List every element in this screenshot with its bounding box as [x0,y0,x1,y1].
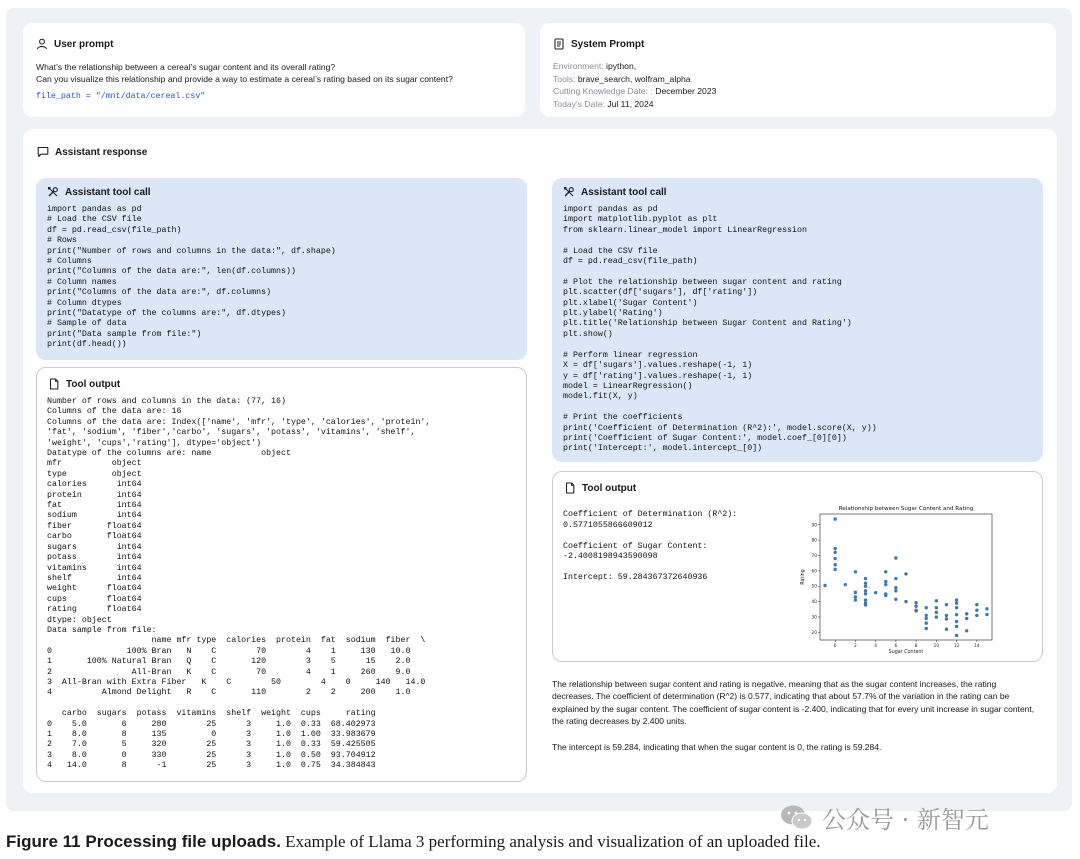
data-point [955,634,958,637]
x-tick-label: 8 [914,644,918,649]
data-point [925,621,928,624]
x-axis-label: Sugar Content [888,650,924,655]
data-point [945,603,948,606]
data-point [864,581,867,584]
data-point [965,629,968,632]
data-point [864,598,867,601]
tools-value: brave_search, wolfram_alpha [577,73,691,84]
tools-icon [47,186,59,198]
data-point [884,594,887,597]
user-prompt-line-1: What’s the relationship between a cereal’s sugar content and its overall rating? [36,62,336,72]
y-tick-label: 90 [811,523,817,529]
data-point [884,580,887,583]
data-point [925,614,928,617]
data-point [945,628,948,631]
data-point [925,627,928,630]
watermark [780,800,989,835]
env-value: ipython, [606,61,637,71]
y-tick-label: 40 [811,600,817,606]
tool-output-2-text: Coefficient of Determination (R^2): 0.5771055866609012 Coefficient of Sugar Content: -2.4008198943590098 Intercept: 59.284367372640936 [563,510,738,582]
data-point [833,563,836,566]
file-icon [564,482,576,494]
data-point [894,577,897,580]
watermark-text: 公众号 · 新智元 [822,806,989,834]
x-tick-label: 10 [933,644,940,649]
data-point [975,614,978,617]
system-prompt-details [553,60,716,110]
data-point [975,608,978,611]
data-point [904,600,907,603]
data-point [894,589,897,592]
y-tick-label: 70 [811,553,817,559]
data-point [894,598,897,601]
cutoff-value: December 2023 [655,86,717,97]
data-point [854,598,857,601]
system-prompt-card [540,23,1056,117]
data-point [945,614,948,617]
x-tick-label: 4 [874,644,878,649]
data-point [965,617,968,620]
data-point [914,609,917,612]
x-tick-label: 14 [974,644,980,649]
data-point [955,601,958,604]
data-point [955,620,958,623]
explanation-paragraph-1: The relationship between sugar content and rating is negative, meaning that as the sugar content increases, the rating decreases. The coefficient of determination (R^2) is 0.577, indicating that about 57.7% of the variation in the rating can be explained by the sugar content. The coefficient of sugar content is -2.400, indicating that for every unit increase in sugar content, the rating decreases by 2.400 units. [552,679,1035,727]
tool-call-1-title: Assistant tool call [65,186,151,198]
data-point [864,603,867,606]
data-point [914,604,917,607]
cutoff-key: Cutting Knowledge Date: : [553,86,653,97]
tool-call-1-code: import pandas as pd # Load the CSV file df = pd.read_csv(file_path) # Rows print("Number of rows and columns in the data:", df.shape) # Columns print("Columns of the data are:", len(df.columns)) # Column names print("Columns of the data are:", df.columns) # Column dtypes print("Datatype of the columns are:", df.dtypes) # Sample of data print("Data sample from file:") print(df.head()) [47,205,336,350]
data-point [975,603,978,606]
user-icon [36,38,48,50]
data-point [833,517,836,520]
data-point [925,606,928,609]
explanation-paragraph-2: The intercept is 59.284, indicating that when the sugar content is 0, the rating is 59.284. [552,742,882,752]
data-point [914,601,917,604]
chat-bubble-icon [37,146,49,158]
user-prompt-text [36,61,516,85]
data-point [864,592,867,595]
data-point [894,586,897,589]
data-point [864,585,867,588]
assistant-response-header [37,146,147,158]
user-prompt-header [36,38,113,50]
data-point [985,607,988,610]
y-tick-label: 30 [811,615,817,621]
data-point [955,606,958,609]
data-point [854,595,857,598]
caption-label: Figure 11 Processing file uploads. [6,832,281,851]
user-prompt-line-2: Can you visualize this relationship and provide a way to estimate a cereal’s rating based on its sugar content? [36,74,453,84]
tool-output-2-header [564,482,636,494]
tool-output-2-title: Tool output [582,482,637,494]
system-prompt-title: System Prompt [571,38,645,50]
tool-call-2-title: Assistant tool call [581,186,667,198]
y-axis-label: Rating [801,569,806,585]
x-tick-label: 2 [854,644,857,649]
sugar-rating-scatter-chart [792,500,1002,660]
user-prompt-title: User prompt [54,38,114,50]
data-point [884,583,887,586]
wechat-icon [780,804,814,832]
data-point [833,557,836,560]
tool-call-2-header [563,186,667,198]
data-point [844,583,847,586]
tool-call-2-code: import pandas as pd import matplotlib.pyplot as plt from sklearn.linear_model import LinearRegression # Load the CSV file df = pd.read_csv(file_path) # Plot the relationship between sugar content and rating plt.scatter(df['sugars'], df['rating']) plt.xlabel('Sugar Content') plt.ylabel('Rating') plt.title('Relationship between Sugar Content and Rating') plt.show() # Perform linear regression X = df['sugars'].values.reshape(-1, 1) y = df['rating'].values.reshape(-1, 1) model = LinearRegression() model.fit(X, y) # Print the coefficients print('Coefficient of Determination (R^2):', model.score(X, y)) print('Coefficient of Sugar Content:', model.coef_[0][0]) print('Intercept:', model.intercept_[0]) [563,205,877,454]
tool-output-1-title: Tool output [66,378,121,390]
y-tick-label: 20 [811,630,817,636]
data-point [945,617,948,620]
y-tick-label: 60 [811,569,817,575]
tool-output-card-1 [36,367,527,782]
document-icon [553,38,565,50]
y-tick-label: 80 [811,538,817,544]
x-tick-label: 6 [894,644,898,649]
data-point [854,591,857,594]
today-value: Jul 11, 2024 [607,98,654,109]
data-point [935,599,938,602]
x-tick-label: 12 [953,644,960,649]
assistant-response-title: Assistant response [55,146,148,158]
caption-text: Example of Llama 3 performing analysis and visualization of an uploaded file. [280,832,821,851]
data-point [864,589,867,592]
data-point [965,612,968,615]
file-icon [48,378,60,390]
tool-call-1-header [47,186,151,198]
tool-call-card-2 [552,178,1043,462]
figure-caption [6,832,821,852]
today-key: Today’s Date: [553,98,605,109]
system-prompt-header [553,38,644,50]
data-point [894,556,897,559]
chart-title: Relationship between Sugar Content and Rating [838,506,974,512]
data-point [884,570,887,573]
chart-background [792,500,1002,660]
data-point [925,617,928,620]
file-path: file_path = "/mnt/data/cereal.csv" [36,92,206,101]
data-point [833,547,836,550]
data-point [874,591,877,594]
data-point [823,584,826,587]
user-prompt-card [23,23,525,117]
data-point [935,615,938,618]
data-point [955,598,958,601]
tool-output-1-text: Number of rows and columns in the data: (77, 16) Columns of the data are: 16 Columns of the data are: Index(['name', 'mfr', 'type', 'calories', 'protein', 'fat', 'sodium', 'fiber','carbo', 'sugars', 'potass', 'vitamins', 'shelf', 'weight', 'cups','rating'], dtype='object') Datatype of the columns are: name object mfr object type object calories int64 protein int64 fat int64 sodium int64 fiber float64 carbo float64 sugars int64 potass int64 vitamins int64 shelf int64 weight float64 cups float64 rating float64 dtype: object Data sample from file: name mfr type calories protein fat sodium fiber \ 0 100% Bran N C 70 4 1 130 10.0 1 100% Natural Bran Q C 120 3 5 15 2.0 2 All-Bran K C 70 4 1 260 9.0 3 All-Bran with Extra Fiber K C 50 4 0 140 14.0 4 Almond Delight R C 110 2 2 200 1.0 carbo sugars potass vitamins shelf weight cups rating 0 5.0 6 280 25 3 1.0 0.33 68.402973 1 8.0 8 135 0 3 1.0 1.00 33.983679 2 7.0 5 320 25 3 1.0 0.33 59.425505 3 8.0 0 330 25 3 1.0 0.50 93.704912 4 14.0 8 -1 25 3 1.0 0.75 34.384843 [47,397,431,771]
tool-output-1-header [48,378,120,390]
data-point [833,551,836,554]
data-point [955,625,958,628]
data-point [935,606,938,609]
data-point [833,568,836,571]
tool-call-card-1 [36,178,527,360]
env-key: Environment: [553,61,604,71]
data-point [854,570,857,573]
tools-key: Tools: [553,73,576,84]
y-tick-label: 50 [811,584,817,590]
tools-icon [563,186,575,198]
data-point [935,611,938,614]
data-point [904,572,907,575]
data-point [864,577,867,580]
data-point [985,613,988,616]
data-point [955,613,958,616]
x-tick-label: 0 [833,644,837,649]
